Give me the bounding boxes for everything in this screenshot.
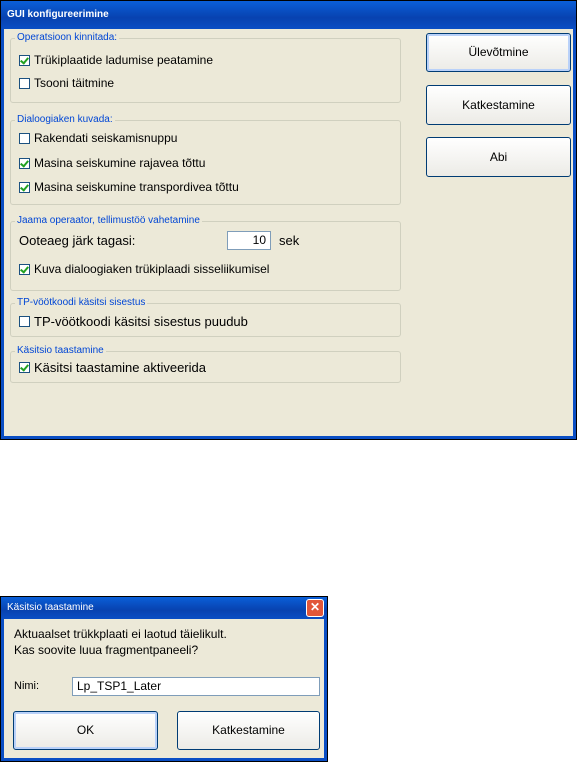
checkbox-label: Trükiplaatide ladumise peatamine <box>34 53 213 67</box>
checkbox-row-transport-error[interactable] <box>19 180 239 194</box>
group-jaama <box>10 215 401 291</box>
checkbox-label: TP-vöötkoodi käsitsi sisestus puudub <box>34 314 248 329</box>
group-jaama-legend: Jaama operaator, tellimustöö vahetamine <box>17 215 200 226</box>
group-vootkood <box>10 297 401 337</box>
checkbox-label: Masina seiskumine transpordivea tõttu <box>34 180 239 194</box>
help-button[interactable]: Abi <box>426 137 571 177</box>
checkbox-show-dialog-pcb[interactable] <box>19 264 30 275</box>
checkbox-row-manual-restore[interactable] <box>19 360 206 375</box>
group-kasitsi <box>10 345 401 383</box>
checkbox-label: Tsooni täitmine <box>34 76 115 90</box>
config-window-titlebar[interactable] <box>1 1 576 29</box>
restore-dialog-client <box>4 619 324 758</box>
checkbox-no-barcode[interactable] <box>19 316 30 327</box>
group-vootkood-legend: TP-vöötkoodi käsitsi sisestus <box>17 297 146 308</box>
group-dialoogiaken <box>10 114 401 205</box>
group-kasitsi-legend: Käsitsio taastamine <box>17 345 104 356</box>
ok-button[interactable]: OK <box>13 711 158 750</box>
group-dialoogiaken-legend: Dialoogiaken kuvada: <box>17 114 113 125</box>
checkbox-stop-button[interactable] <box>19 133 30 144</box>
checkbox-zone-fill[interactable] <box>19 78 30 89</box>
message-line-1: Aktuaalset trükkplaati ei laotud täielikult. <box>14 627 227 641</box>
checkbox-label: Käsitsi taastamine aktiveerida <box>34 360 206 375</box>
name-input[interactable]: Lp_TSP1_Later <box>72 677 320 696</box>
checkbox-lane-error[interactable] <box>19 158 30 169</box>
config-window-title: GUI konfigureerimine <box>7 9 109 20</box>
window-border-right <box>573 29 576 439</box>
checkbox-label: Kuva dialoogiaken trükiplaadi sisseliikumisel <box>34 262 270 276</box>
timeout-unit: sek <box>279 233 300 248</box>
checkbox-row-no-barcode[interactable] <box>19 314 248 329</box>
checkbox-label: Masina seiskumine rajavea tõttu <box>34 156 206 170</box>
group-operatsioon <box>10 32 401 103</box>
name-label: Nimi: <box>14 680 40 692</box>
accept-button[interactable]: Ülevõtmine <box>426 33 571 72</box>
restore-dialog-title: Käsitsio taastamine <box>7 602 94 613</box>
checkbox-row-stop-stacking[interactable] <box>19 53 213 67</box>
message-line-2: Kas soovite luua fragmentpaneeli? <box>14 643 199 657</box>
checkbox-transport-error[interactable] <box>19 182 30 193</box>
close-icon[interactable]: ✕ <box>306 599 324 617</box>
config-window-client <box>4 29 573 436</box>
checkbox-row-stop-button[interactable] <box>19 131 177 145</box>
checkbox-row-show-dialog-pcb[interactable] <box>19 262 269 276</box>
checkbox-row-lane-error[interactable] <box>19 156 205 170</box>
cancel-button[interactable]: Katkestamine <box>426 85 571 125</box>
checkbox-manual-restore[interactable] <box>19 362 30 373</box>
checkbox-stop-stacking[interactable] <box>19 55 30 66</box>
restore-dialog-titlebar[interactable] <box>1 597 327 619</box>
group-operatsioon-legend: Operatsioon kinnitada: <box>17 32 118 43</box>
checkbox-row-zone-fill[interactable] <box>19 76 114 90</box>
window-border-bottom <box>1 436 576 439</box>
timeout-input[interactable]: 10 <box>227 231 271 250</box>
checkbox-label: Rakendati seiskamisnuppu <box>34 131 178 145</box>
dialog-cancel-button[interactable]: Katkestamine <box>177 711 320 750</box>
timeout-label: Ooteaeg järk tagasi: <box>19 233 136 248</box>
restore-dialog <box>0 596 328 762</box>
